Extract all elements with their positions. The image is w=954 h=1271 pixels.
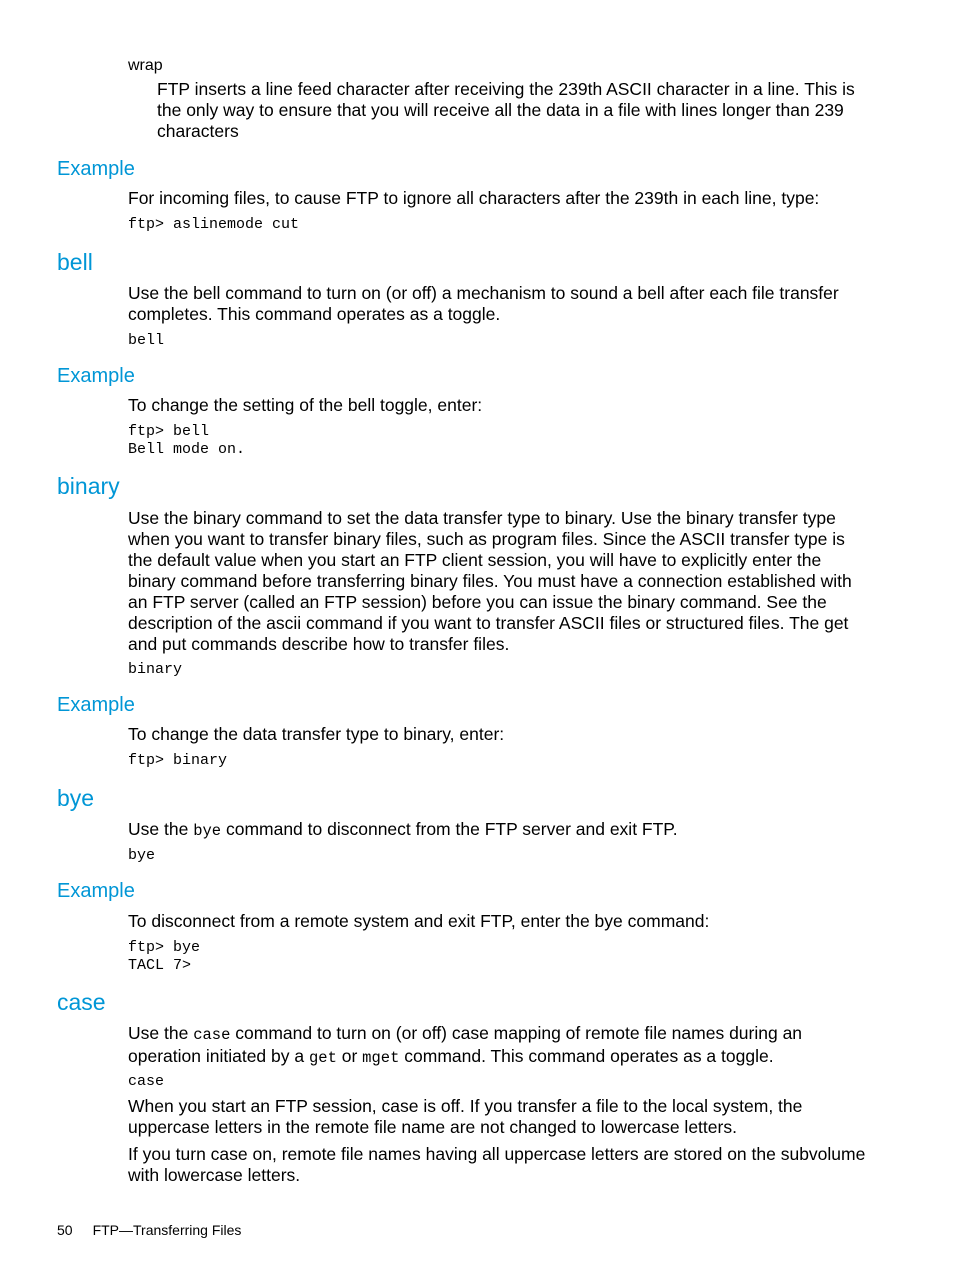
case-paragraph-2: When you start an FTP session, case is off. If you transfer a file to the local system, the uppercase letters in the remote file name are not changed to lowercase letters. [128,1096,803,1137]
bye-description [128,819,873,842]
bell-example-code: ftp> bell Bell mode on. [128,423,246,458]
case-heading: case [57,989,106,1015]
bell-heading: bell [57,249,93,275]
binary-description: Use the binary command to set the data transfer type to binary. Use the binary transfer type when you want to transfer binary files, such as program files. Since the ASCII transfer type is the default value when you start an FTP client session, you will have to explicitly enter the binary command before transferring binary files. You must have a connection established with an FTP server (called an FTP session) before you can issue the binary command. See the description of the ascii command if you want to transfer ASCII files or structured files. The get and put commands describe how to transfer files. [128,508,852,654]
bell-example-heading: Example [57,365,135,387]
case-desc-text: or [336,1046,363,1066]
bye-example-text: To disconnect from a remote system and exit FTP, enter the bye command: [128,911,710,931]
case-desc-text: command. This command operates as a toggle. [399,1046,774,1066]
bye-inline-code: bye [193,822,222,840]
chapter-title: FTP—Transferring Files [92,1222,242,1238]
example-text-aslinemode: For incoming files, to cause FTP to ignore all characters after the 239th in each line, type: [128,188,820,208]
example-heading-aslinemode: Example [57,158,135,180]
binary-syntax: binary [128,661,183,678]
case-paragraph-3: If you turn case on, remote file names having all uppercase letters are stored on the subvolume with lowercase letters. [128,1144,866,1185]
get-inline-code: get [308,1049,337,1067]
bye-syntax: bye [128,847,156,864]
page-number: 50 [57,1222,73,1238]
bye-heading: bye [57,785,95,811]
wrap-description: FTP inserts a line feed character after receiving the 239th ASCII character in a line. This is the only way to ensure that you will receive all the data in a file with lines longer than 239 characters [157,79,855,141]
bye-desc-text: Use the [128,819,194,839]
mget-inline-code: mget [362,1049,400,1067]
binary-heading: binary [57,473,120,499]
case-desc-text: Use the [128,1023,194,1043]
bye-example-heading: Example [57,880,135,902]
bye-desc-text: command to disconnect from the FTP server and exit FTP. [221,819,678,839]
case-syntax: case [128,1073,165,1090]
bell-example-text: To change the setting of the bell toggle, enter: [128,395,483,415]
code-aslinemode: ftp> aslinemode cut [128,216,300,233]
wrap-term: wrap [128,57,163,74]
binary-example-heading: Example [57,694,135,716]
bye-example-code: ftp> bye TACL 7> [128,939,201,974]
case-desc-text: command to turn on (or off) case mapping of remote file names during an operation initiated by a [128,1023,803,1066]
page-footer [57,1222,241,1238]
bell-syntax: bell [128,332,165,349]
case-description [128,1023,873,1069]
bell-description: Use the bell command to turn on (or off) a mechanism to sound a bell after each file transfer completes. This command operates as a toggle. [128,283,839,324]
case-inline-code: case [193,1026,231,1044]
binary-example-text: To change the data transfer type to binary, enter: [128,724,505,744]
binary-example-code: ftp> binary [128,752,228,769]
